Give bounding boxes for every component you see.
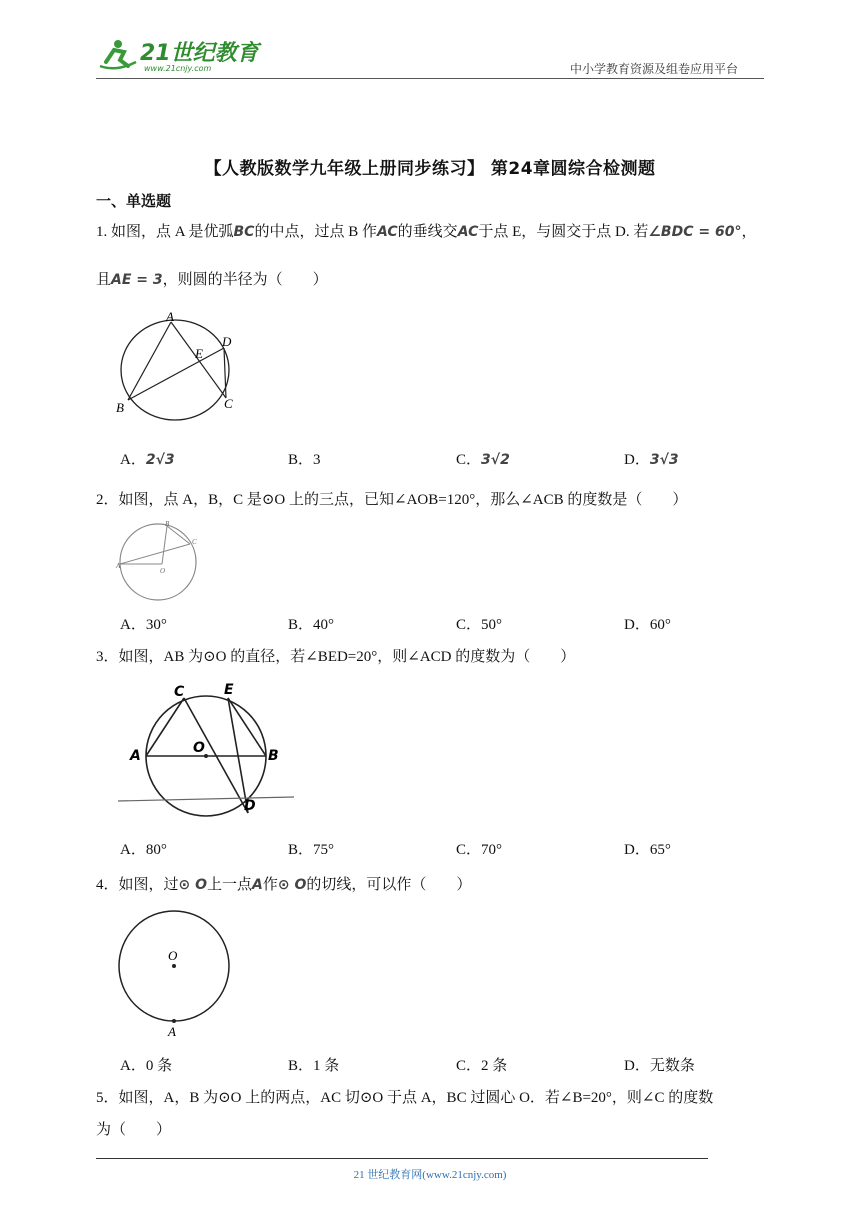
question-5-line-1: 5．如图，A，B 为⊙O 上的两点，AC 切⊙O 于点 A，BC 过圆心 O．若∠B=20°，则∠C 的度数: [96, 1090, 714, 1106]
fig1-label-d: D: [222, 334, 232, 349]
q4-option-d[interactable]: D．无数条: [624, 1058, 695, 1074]
question-3-figure: [116, 678, 296, 818]
fig2-label-a: A: [116, 562, 121, 570]
fig1-label-b: B: [116, 400, 124, 415]
fig3-label-b: B: [268, 748, 279, 764]
q1-option-d[interactable]: D．3√3: [624, 452, 679, 468]
question-5-line-2: 为（ ）: [96, 1122, 172, 1138]
arc-bc-math: BC: [233, 224, 255, 240]
q4-option-b[interactable]: B．1 条: [288, 1058, 340, 1074]
logo-text: 21世纪教育: [140, 41, 259, 66]
platform-label: 中小学教育资源及组卷应用平台: [570, 62, 739, 76]
angle-bdc-math: ∠BDC = 60°: [648, 224, 742, 240]
footer-link[interactable]: 21 世纪教育网(www.21cnjy.com): [353, 1169, 507, 1181]
fig1-label-a: A: [166, 309, 174, 324]
question-4-figure: [112, 910, 238, 1040]
fig1-label-e: E: [195, 346, 203, 361]
q2-option-c[interactable]: C．50°: [456, 617, 503, 633]
q4-option-a[interactable]: A．0 条: [120, 1058, 173, 1074]
site-logo: [96, 36, 266, 76]
fig2-label-o: O: [160, 567, 166, 575]
question-3-text: 3．如图，AB 为⊙O 的直径，若∠BED=20°，则∠ACD 的度数为（ ）: [96, 649, 576, 665]
header-divider: [96, 78, 764, 79]
fig4-label-o: O: [168, 948, 178, 963]
question-1-figure: [110, 308, 240, 428]
q2-option-a[interactable]: A．30°: [120, 617, 167, 633]
fig4-label-a: A: [168, 1024, 176, 1039]
q2-option-b[interactable]: B．40°: [288, 617, 335, 633]
fig3-label-e: E: [224, 682, 234, 698]
question-2-figure: [112, 518, 202, 602]
logo-url: www.21cnjy.com: [144, 64, 212, 73]
footer-divider: [96, 1158, 708, 1159]
question-1-line-1: 1. 如图，点 A 是优弧BC的中点，过点 B 作AC的垂线交AC于点 E，与圆交于点 D. 若∠BDC = 60°，: [96, 224, 757, 240]
fig2-label-b: B: [165, 520, 170, 528]
q3-option-a[interactable]: A．80°: [120, 842, 167, 858]
q1-option-c[interactable]: C．3√2: [456, 452, 510, 468]
fig3-label-d: D: [244, 798, 256, 814]
question-2-text: 2．如图，点 A，B，C 是⊙O 上的三点，已知∠AOB=120°，那么∠ACB 的度数是（ ）: [96, 492, 688, 508]
q1-option-b[interactable]: B．3: [288, 452, 321, 468]
fig1-label-c: C: [224, 396, 233, 411]
q4-option-c[interactable]: C．2 条: [456, 1058, 508, 1074]
q3-option-b[interactable]: B．75°: [288, 842, 335, 858]
fig3-label-a: A: [130, 748, 141, 764]
fig3-label-o: O: [193, 740, 205, 756]
question-4-text: 4．如图，过⊙ O上一点A作⊙ O的切线，可以作（ ）: [96, 877, 472, 893]
question-1-line-2: 且AE = 3，则圆的半径为（ ）: [96, 272, 328, 288]
page-title: 【人教版数学九年级上册同步练习】 第24章圆综合检测题: [204, 159, 656, 179]
q2-option-d[interactable]: D．60°: [624, 617, 671, 633]
q3-option-d[interactable]: D．65°: [624, 842, 671, 858]
fig3-label-c: C: [174, 684, 185, 700]
q3-option-c[interactable]: C．70°: [456, 842, 503, 858]
section-heading: 一、单选题: [96, 192, 172, 210]
q1-option-a[interactable]: A．2√3: [120, 452, 175, 468]
fig2-label-c: C: [192, 538, 197, 546]
